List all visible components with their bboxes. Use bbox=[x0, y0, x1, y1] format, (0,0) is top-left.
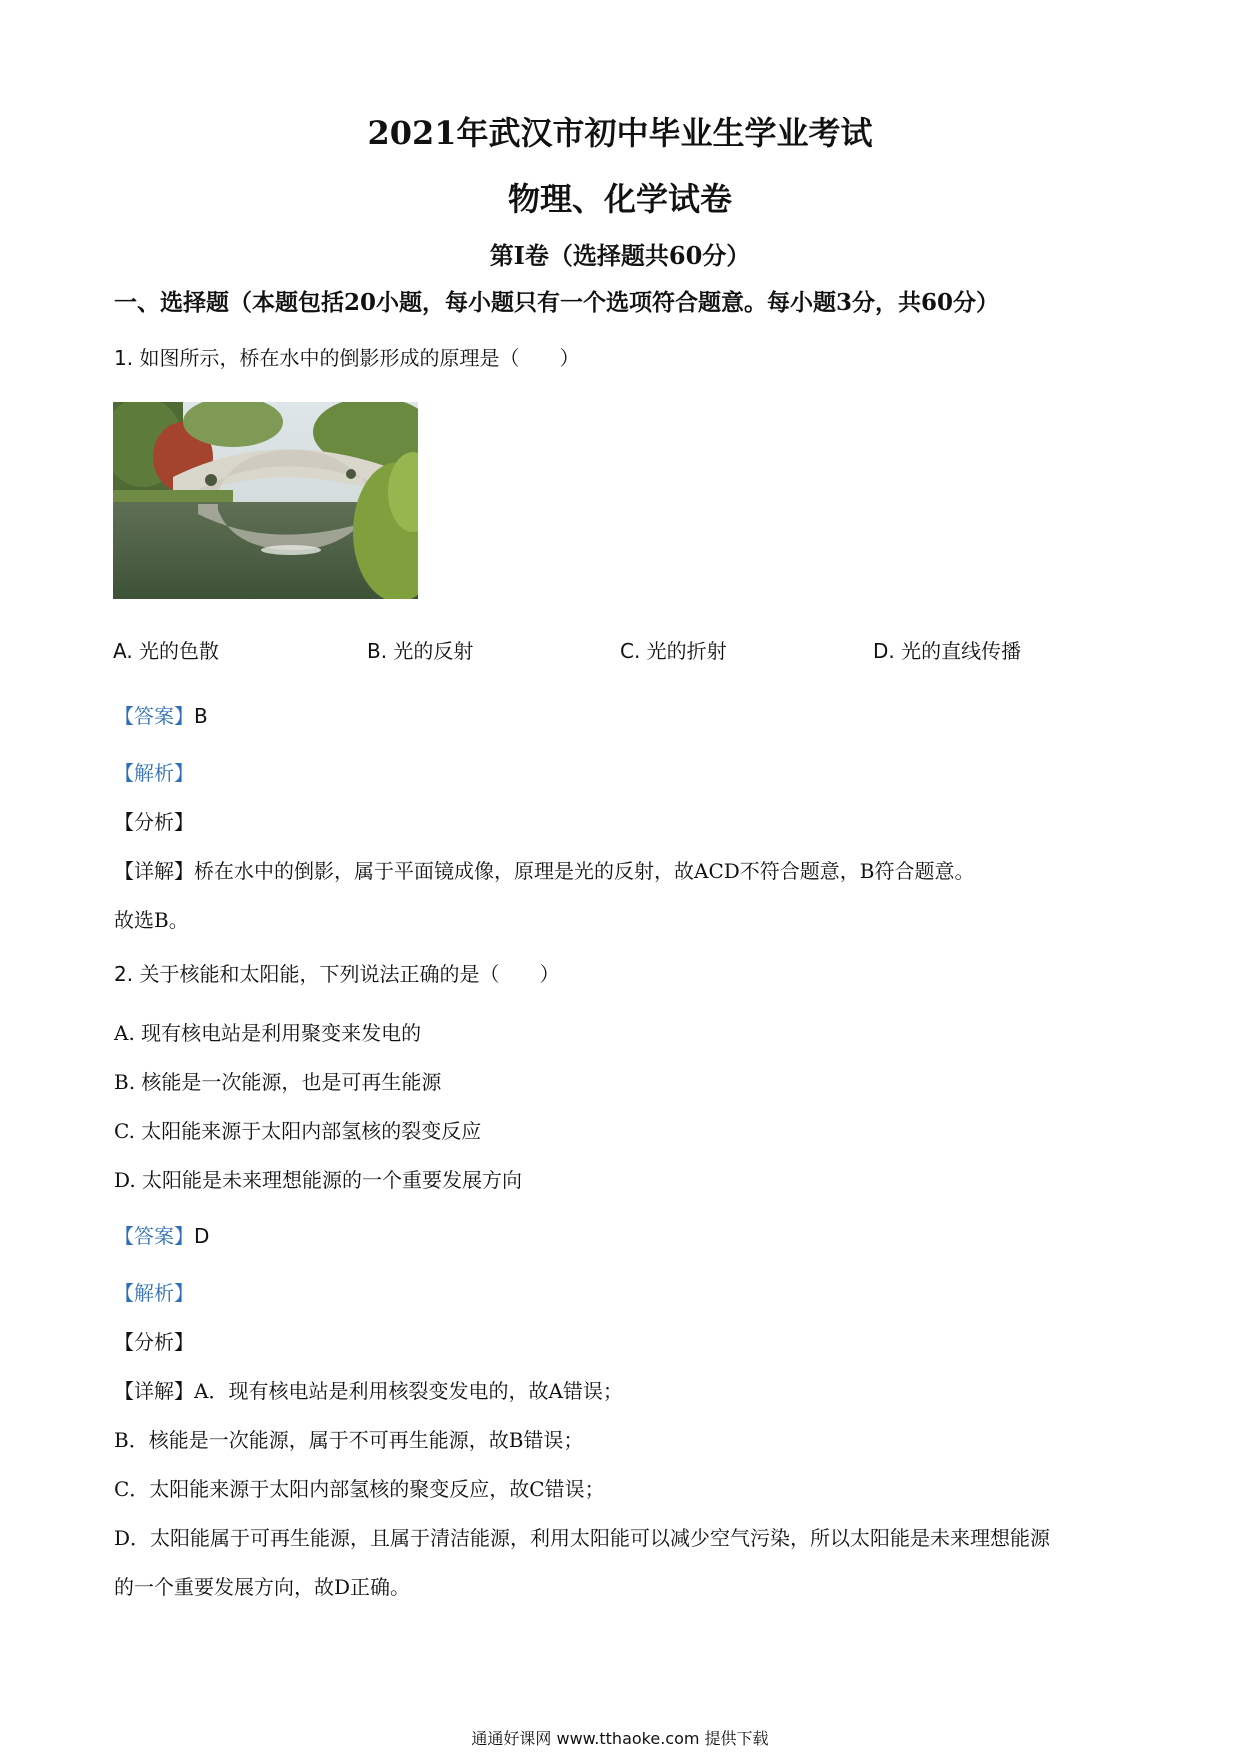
q1-conclusion: 故选B。 bbox=[114, 908, 189, 932]
q2-answer-tag: 【答案】 bbox=[114, 1224, 194, 1248]
q2-option-c: C. 太阳能来源于太阳内部氢核的裂变反应 bbox=[114, 1119, 482, 1143]
q2-detail-line: 【详解】A．现有核电站是利用核裂变发电的，故A错误； bbox=[114, 1379, 623, 1403]
q2-option-a: A. 现有核电站是利用聚变来发电的 bbox=[114, 1021, 422, 1045]
q2-option-d: D. 太阳能是未来理想能源的一个重要发展方向 bbox=[114, 1168, 523, 1192]
q2-detail-line: C．太阳能来源于太阳内部氢核的聚变反应，故C错误； bbox=[114, 1477, 605, 1501]
q1-stem: 1. 如图所示，桥在水中的倒影形成的原理是（ ） bbox=[114, 346, 580, 370]
q2-stem: 2. 关于核能和太阳能，下列说法正确的是（ ） bbox=[114, 962, 560, 986]
q2-analysis-tag: 【解析】 bbox=[114, 1281, 194, 1305]
q1-answer-tag: 【答案】 bbox=[114, 704, 194, 728]
exam-title: 2021年武汉市初中毕业生学业考试 bbox=[367, 114, 873, 152]
page-footer: 通通好课网 www.tthaoke.com 提供下载 bbox=[471, 1729, 769, 1748]
q1-option-d: D. 光的直线传播 bbox=[873, 639, 1022, 663]
q1-detail: 【详解】桥在水中的倒影，属于平面镜成像，原理是光的反射，故ACD不符合题意，B符合题意。 bbox=[114, 859, 975, 883]
q1-option-c: C. 光的折射 bbox=[620, 639, 727, 663]
bridge-reflection-image bbox=[113, 402, 418, 599]
q2-detail-line: D．太阳能属于可再生能源，且属于清洁能源，利用太阳能可以减少空气污染，所以太阳能是未来理想能源 bbox=[114, 1526, 1051, 1550]
q1-option-b: B. 光的反射 bbox=[367, 639, 474, 663]
q1-answer bbox=[114, 700, 208, 729]
q1-fenxi: 【分析】 bbox=[114, 810, 194, 834]
q2-fenxi: 【分析】 bbox=[114, 1330, 194, 1354]
q2-detail-line: 的一个重要发展方向，故D正确。 bbox=[114, 1575, 411, 1599]
section-heading: 一、选择题（本题包括20小题，每小题只有一个选项符合题意。每小题3分，共60分） bbox=[114, 289, 1000, 316]
q1-option-a: A. 光的色散 bbox=[113, 639, 220, 663]
q2-answer-value: D bbox=[194, 1224, 210, 1248]
q1-analysis-tag: 【解析】 bbox=[114, 761, 194, 785]
q1-answer-value: B bbox=[194, 704, 208, 728]
q2-detail-line: B．核能是一次能源，属于不可再生能源，故B错误； bbox=[114, 1428, 584, 1452]
exam-subtitle: 物理、化学试卷 bbox=[507, 180, 732, 218]
q2-option-b: B. 核能是一次能源，也是可再生能源 bbox=[114, 1070, 442, 1094]
volume-heading: 第Ⅰ卷（选择题共60分） bbox=[489, 241, 751, 270]
q2-answer bbox=[114, 1220, 209, 1249]
